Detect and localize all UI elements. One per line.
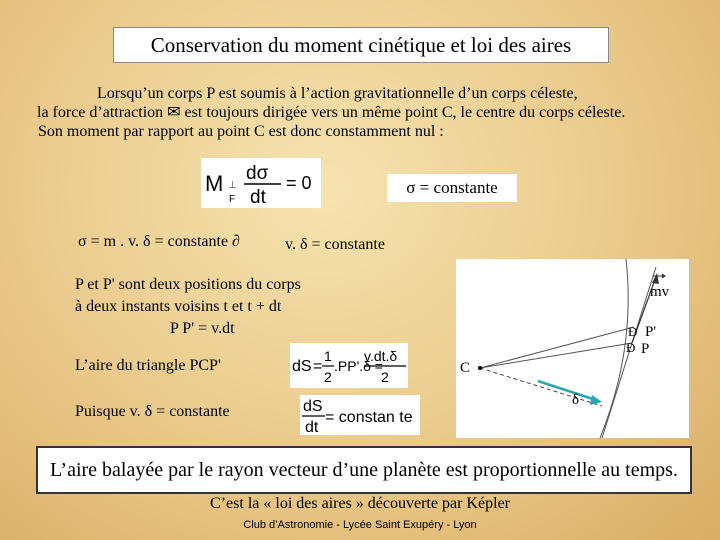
- sigma-constant-text: σ = constante: [406, 178, 498, 197]
- moment-numerator: dσ: [246, 163, 269, 184]
- label-p: P: [641, 341, 650, 357]
- area-eq: =: [313, 358, 323, 375]
- intro-line-3: Son moment par rapport au point C est donc constamment nul :: [38, 123, 444, 140]
- rate-rhs: = constan te: [325, 409, 413, 426]
- intro-line-1: Lorsqu’un corps P est soumis à l’action gravitationnelle d’un corps céleste,: [97, 85, 578, 102]
- label-p-prime: P': [645, 324, 657, 340]
- delta-arrow-line: [538, 381, 599, 401]
- moment-subscript: F: [229, 194, 236, 205]
- area-half-num: 1: [324, 348, 332, 364]
- triangle-area-label: L’aire du triangle PCP': [75, 357, 221, 374]
- kepler-quote-close: »: [355, 495, 364, 512]
- radius-cp: [480, 343, 632, 368]
- area-formula-svg: [290, 343, 408, 388]
- v-delta-constant: v. δ = constante: [285, 236, 385, 253]
- puisque-label: Puisque v. δ = constante: [75, 403, 230, 420]
- positions-line-2: à deux instants voisins t et t + dt: [75, 298, 282, 315]
- conclusion-box: [36, 446, 692, 494]
- kepler-quote-open: «: [263, 495, 272, 512]
- mv-vector-tip: [662, 274, 666, 279]
- perpendicular-dashed: [480, 368, 602, 406]
- orbit-diagram-svg: [456, 259, 689, 438]
- area-mid: .PP'.δ =: [334, 358, 383, 374]
- orbit-path: [600, 259, 628, 438]
- conclusion-text: L’aire balayée par le rayon vecteur d’une planète est proportionnelle au temps.: [50, 458, 678, 481]
- intro-line-2: la force d’attraction ✉ est toujours dirigée vers un même point C, le centre du corps céleste.: [37, 104, 626, 121]
- moment-formula-svg: [201, 158, 321, 208]
- point-c-dot: [478, 366, 482, 370]
- point-p-glyph: Ð: [626, 340, 636, 355]
- label-c: C: [460, 360, 471, 376]
- moment-formula: [201, 158, 321, 208]
- intro-paragraph: [0, 84, 720, 141]
- kepler-middle: loi des aires: [271, 495, 356, 512]
- sigma-constant-box: [387, 174, 517, 202]
- area-numerator: v.dt.δ: [364, 348, 398, 364]
- point-p-prime-glyph: Ð: [628, 324, 638, 339]
- kepler-suffix: découverte par Képler: [363, 495, 510, 512]
- moment-tick-glyph: ⊥: [228, 180, 237, 191]
- positions-line-3: P P' = v.dt: [170, 320, 235, 337]
- area-half-den: 2: [324, 369, 332, 385]
- sigma-relation: σ = m . v. δ = constante ∂: [78, 233, 240, 250]
- radius-cp-prime: [480, 327, 634, 368]
- velocity-arrow-head: [652, 273, 659, 284]
- delta-arrow-head: [590, 395, 602, 405]
- orbit-diagram: [456, 259, 689, 438]
- kepler-line: [0, 495, 720, 513]
- area-ds: dS: [292, 358, 312, 375]
- moment-equals-zero: = 0: [286, 173, 312, 193]
- rate-formula-svg: [300, 395, 420, 435]
- kepler-prefix: C’est la: [210, 495, 264, 512]
- area-formula: [290, 343, 408, 388]
- moment-denominator: dt: [250, 187, 266, 208]
- label-mv: mv: [650, 284, 670, 300]
- area-denominator: 2: [381, 369, 389, 385]
- rate-numerator: dS: [303, 398, 323, 415]
- positions-line-1: P et P' sont deux positions du corps: [75, 276, 301, 293]
- footer-credit: Club d’Astronomie - Lycée Saint Exupéry - Lyon: [243, 519, 477, 531]
- moment-symbol: M: [205, 171, 224, 196]
- page-title: Conservation du moment cinétique et loi des aires: [150, 32, 572, 57]
- rate-denominator: dt: [305, 419, 319, 435]
- label-delta: δ: [572, 392, 580, 408]
- rate-formula: [300, 395, 420, 435]
- title-box: [113, 27, 609, 63]
